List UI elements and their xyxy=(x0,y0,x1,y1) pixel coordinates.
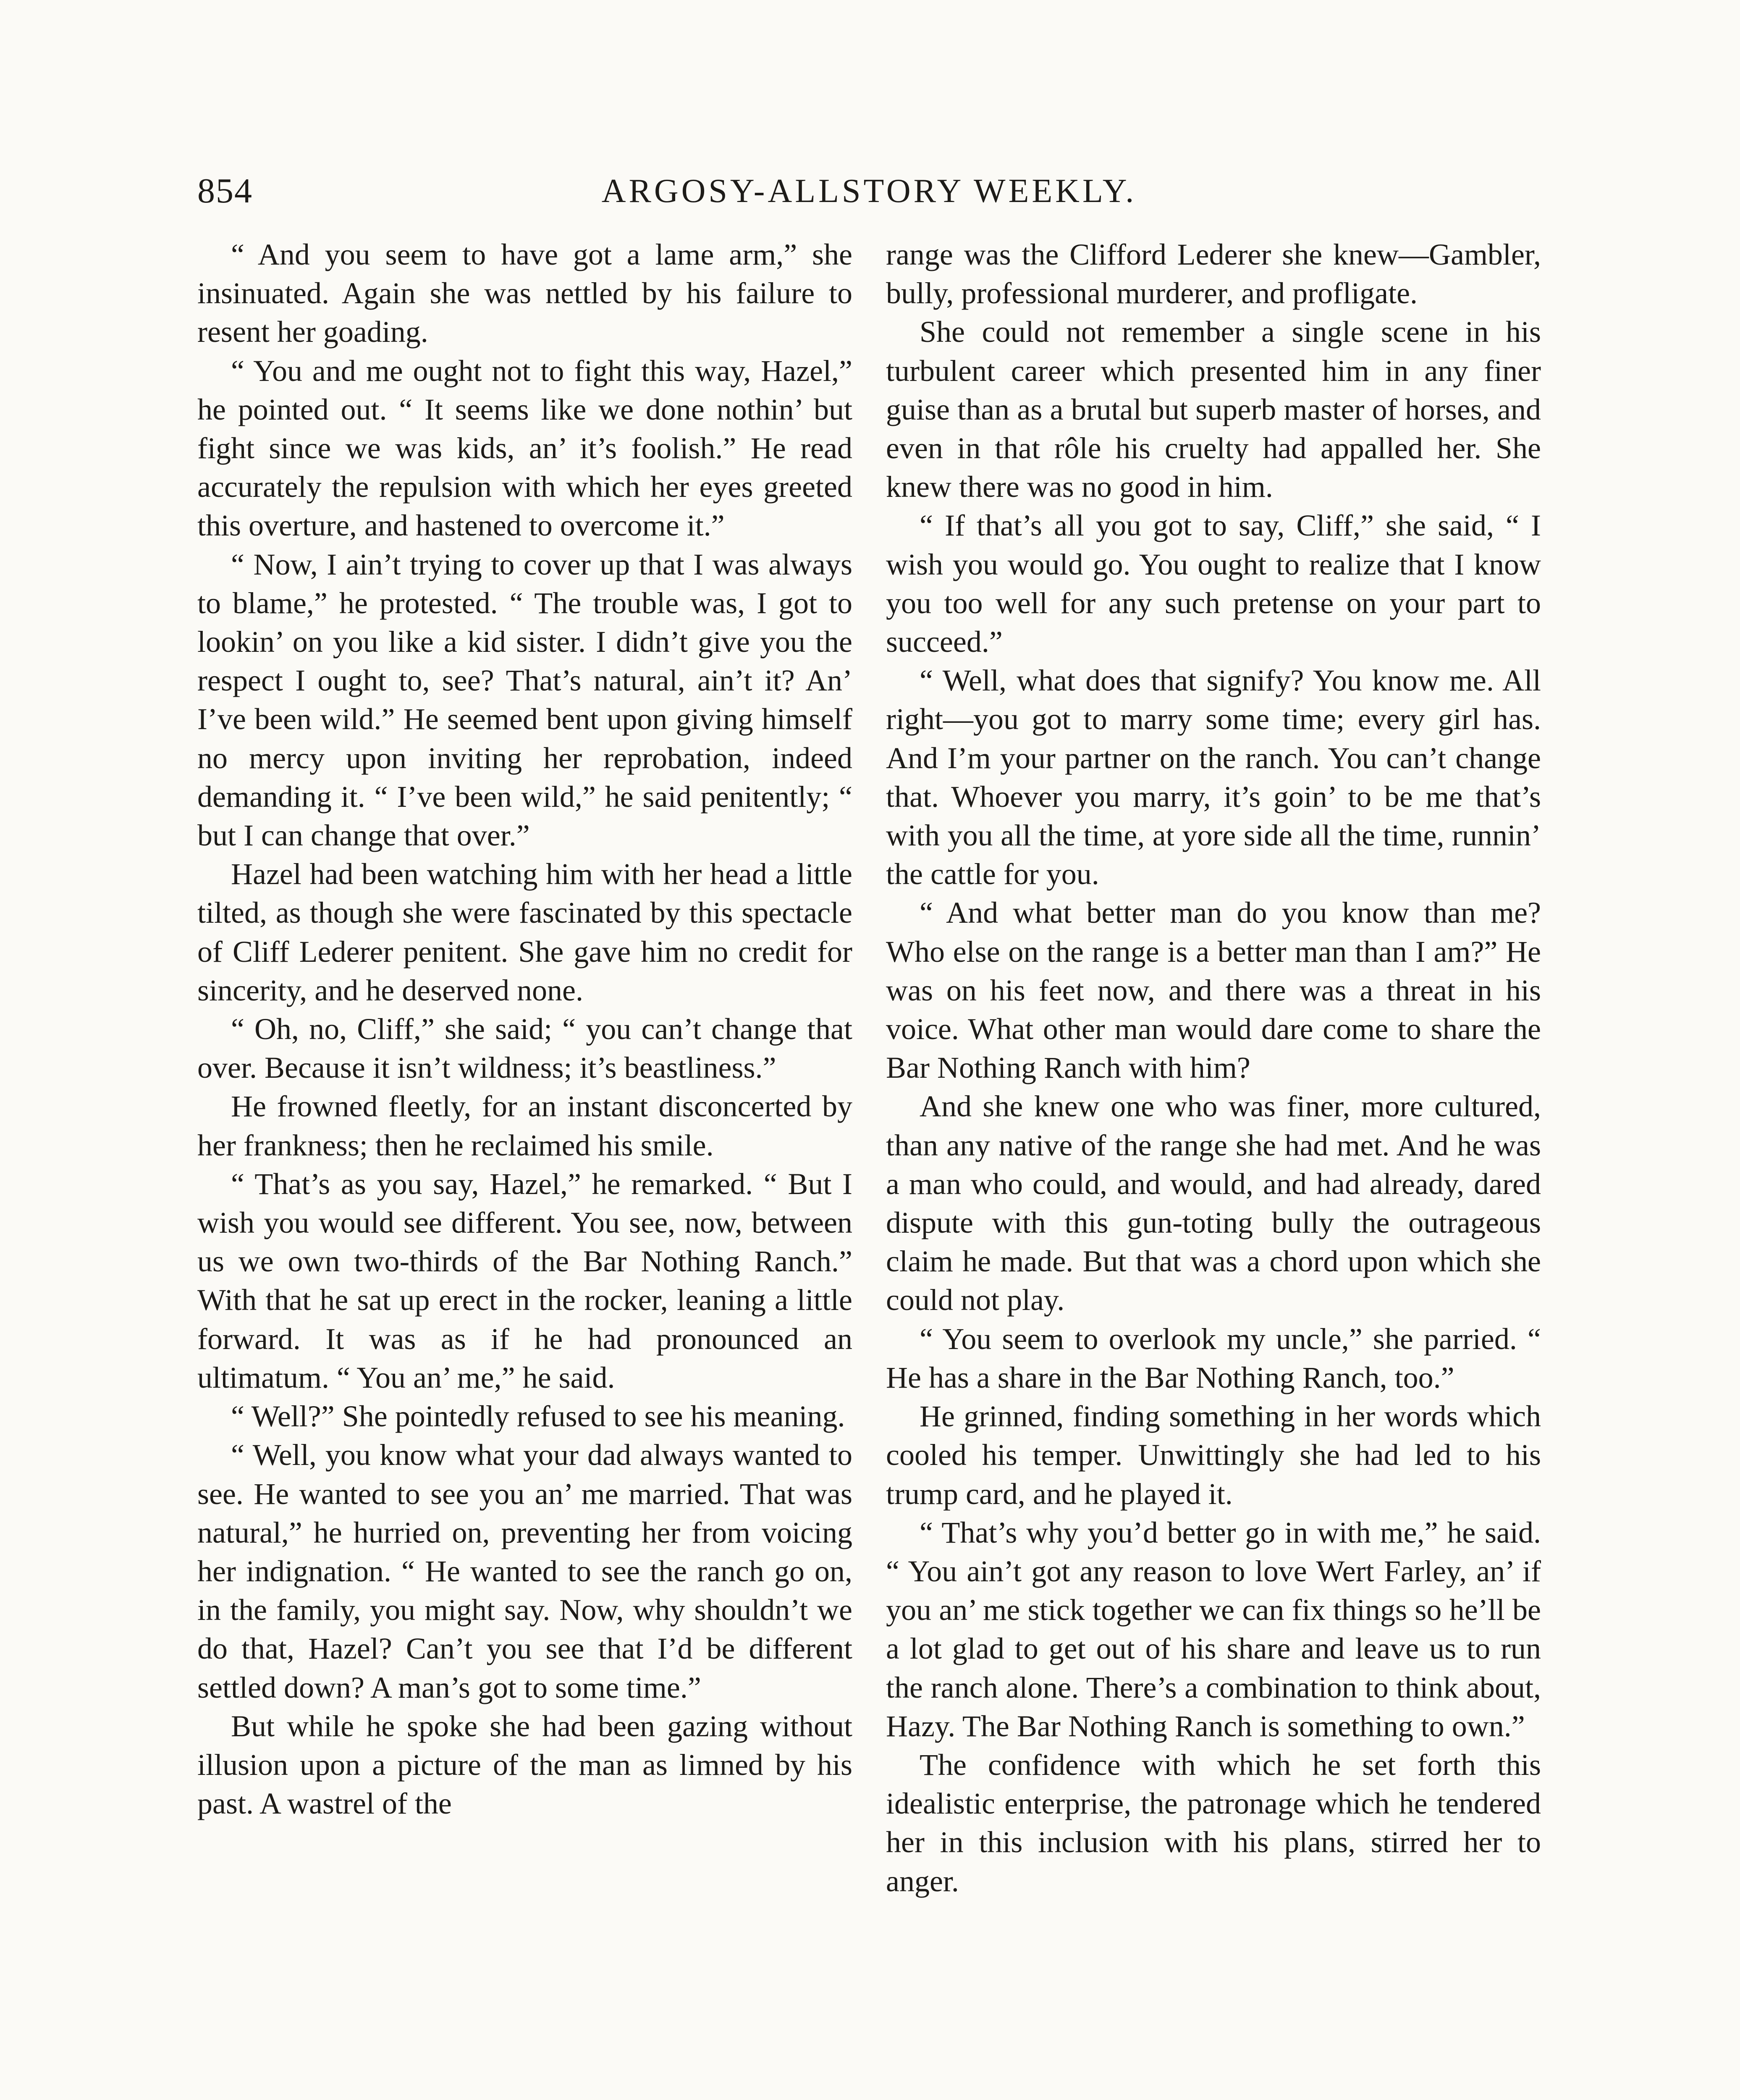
paragraph: But while he spoke she had been gazing without illusion upon a picture of the man as limned by his past. A wastrel of the xyxy=(197,1709,852,1821)
paragraph: She could not remember a single scene in his turbulent career which presented him in any finer guise than as a brutal but superb master of horses, and even in that rôle his cruelty had appalled her. She knew there was no good in him. xyxy=(886,315,1541,504)
paragraph-continued: range was the Clifford Lederer she knew—Gambler, bully, professional murderer, and profligate. xyxy=(886,238,1541,310)
magazine-title: ARGOSY-ALLSTORY WEEKLY. xyxy=(601,173,1137,210)
paragraph: “ Well, you know what your dad always wanted to see. He wanted to see you an’ me married. That was natural,” he hurried on, preventing her from voicing her indignation. “ He wanted to see the ranch go on, in the family, you might say. Now, why shouldn’t we do that, Hazel? Can’t you see that I’d be different settled down? A man’s got to some time.” xyxy=(197,1438,852,1704)
paragraph: He grinned, finding something in her words which cooled his temper. Unwittingly she had led to his trump card, and he played it. xyxy=(886,1399,1541,1511)
paragraph: “ Well, what does that signify? You know me. All right—you got to marry some time; every girl has. And I’m your partner on the ranch. You can’t change that. Whoever you marry, it’s goin’ to be me that’s with you all the time, at yore side all the time, runnin’ the cattle for you. xyxy=(886,664,1541,891)
paragraph: “ And what better man do you know than me? Who else on the range is a better man than I am?” He was on his feet now, and there was a threat in his voice. What other man would dare come to share the Bar Nothing Ranch with him? xyxy=(886,896,1541,1085)
paragraph: “ You and me ought not to fight this way, Hazel,” he pointed out. “ It seems like we done nothin’ but fight since we was kids, an’ it’s foolish.” He read accurately the repulsion with which her eyes greeted this overture, and hastened to overcome it.” xyxy=(197,354,852,543)
text-column-right xyxy=(886,235,1541,1900)
paragraph: “ You seem to overlook my uncle,” she parried. “ He has a share in the Bar Nothing Ranch, too.” xyxy=(886,1322,1541,1394)
paragraph: “ And you seem to have got a lame arm,” she insinuated. Again she was nettled by his failure to resent her goading. xyxy=(197,238,852,349)
paragraph: And she knew one who was finer, more cultured, than any native of the range she had met. And he was a man who could, and would, and had already, dared dispute with this gun-toting bully the outrageous claim he made. But that was a chord upon which she could not play. xyxy=(886,1089,1541,1317)
paragraph: “ That’s why you’d better go in with me,” he said. “ You ain’t got any reason to love Wert Farley, an’ if you an’ me stick together we can fix things so he’ll be a lot glad to get out of his share and leave us to run the ranch alone. There’s a combination to think about, Hazy. The Bar Nothing Ranch is something to own.” xyxy=(886,1515,1541,1743)
paragraph: “ Well?” She pointedly refused to see his meaning. xyxy=(231,1399,845,1433)
paragraph: “ Now, I ain’t trying to cover up that I was always to blame,” he protested. “ The trouble was, I got to lookin’ on you like a kid sister. I didn’t give you the respect I ought to, see? That’s natural, ain’t it? An’ I’ve been wild.” He seemed bent upon giving himself no mercy upon inviting her reprobation, indeed demanding it. “ I’ve been wild,” he said penitently; “ but I can change that over.” xyxy=(197,547,852,853)
paragraph: He frowned fleetly, for an instant disconcerted by her frankness; then he reclaimed his smile. xyxy=(197,1089,852,1162)
page-header xyxy=(197,170,1541,220)
paragraph: The confidence with which he set forth this idealistic enterprise, the patronage which he tendered her in this inclusion with his plans, stirred her to anger. xyxy=(886,1748,1541,1898)
text-column-left xyxy=(197,235,852,1823)
paragraph: “ That’s as you say, Hazel,” he remarked. “ But I wish you would see different. You see, now, between us we own two-thirds of the Bar Nothing Ranch.” With that he sat up erect in the rocker, leaning a little forward. It was as if he had pronounced an ultimatum. “ You an’ me,” he said. xyxy=(197,1167,852,1394)
paragraph: “ If that’s all you got to say, Cliff,” she said, “ I wish you would go. You ought to realize that I know you too well for any such pretense on your part to succeed.” xyxy=(886,509,1541,659)
paragraph: Hazel had been watching him with her head a little tilted, as though she were fascinated by this spectacle of Cliff Lederer penitent. She gave him no credit for sincerity, and he deserved none. xyxy=(197,857,852,1007)
page-number: 854 xyxy=(197,171,253,210)
paragraph: “ Oh, no, Cliff,” she said; “ you can’t change that over. Because it isn’t wildness; it’s beastliness.” xyxy=(197,1012,852,1085)
